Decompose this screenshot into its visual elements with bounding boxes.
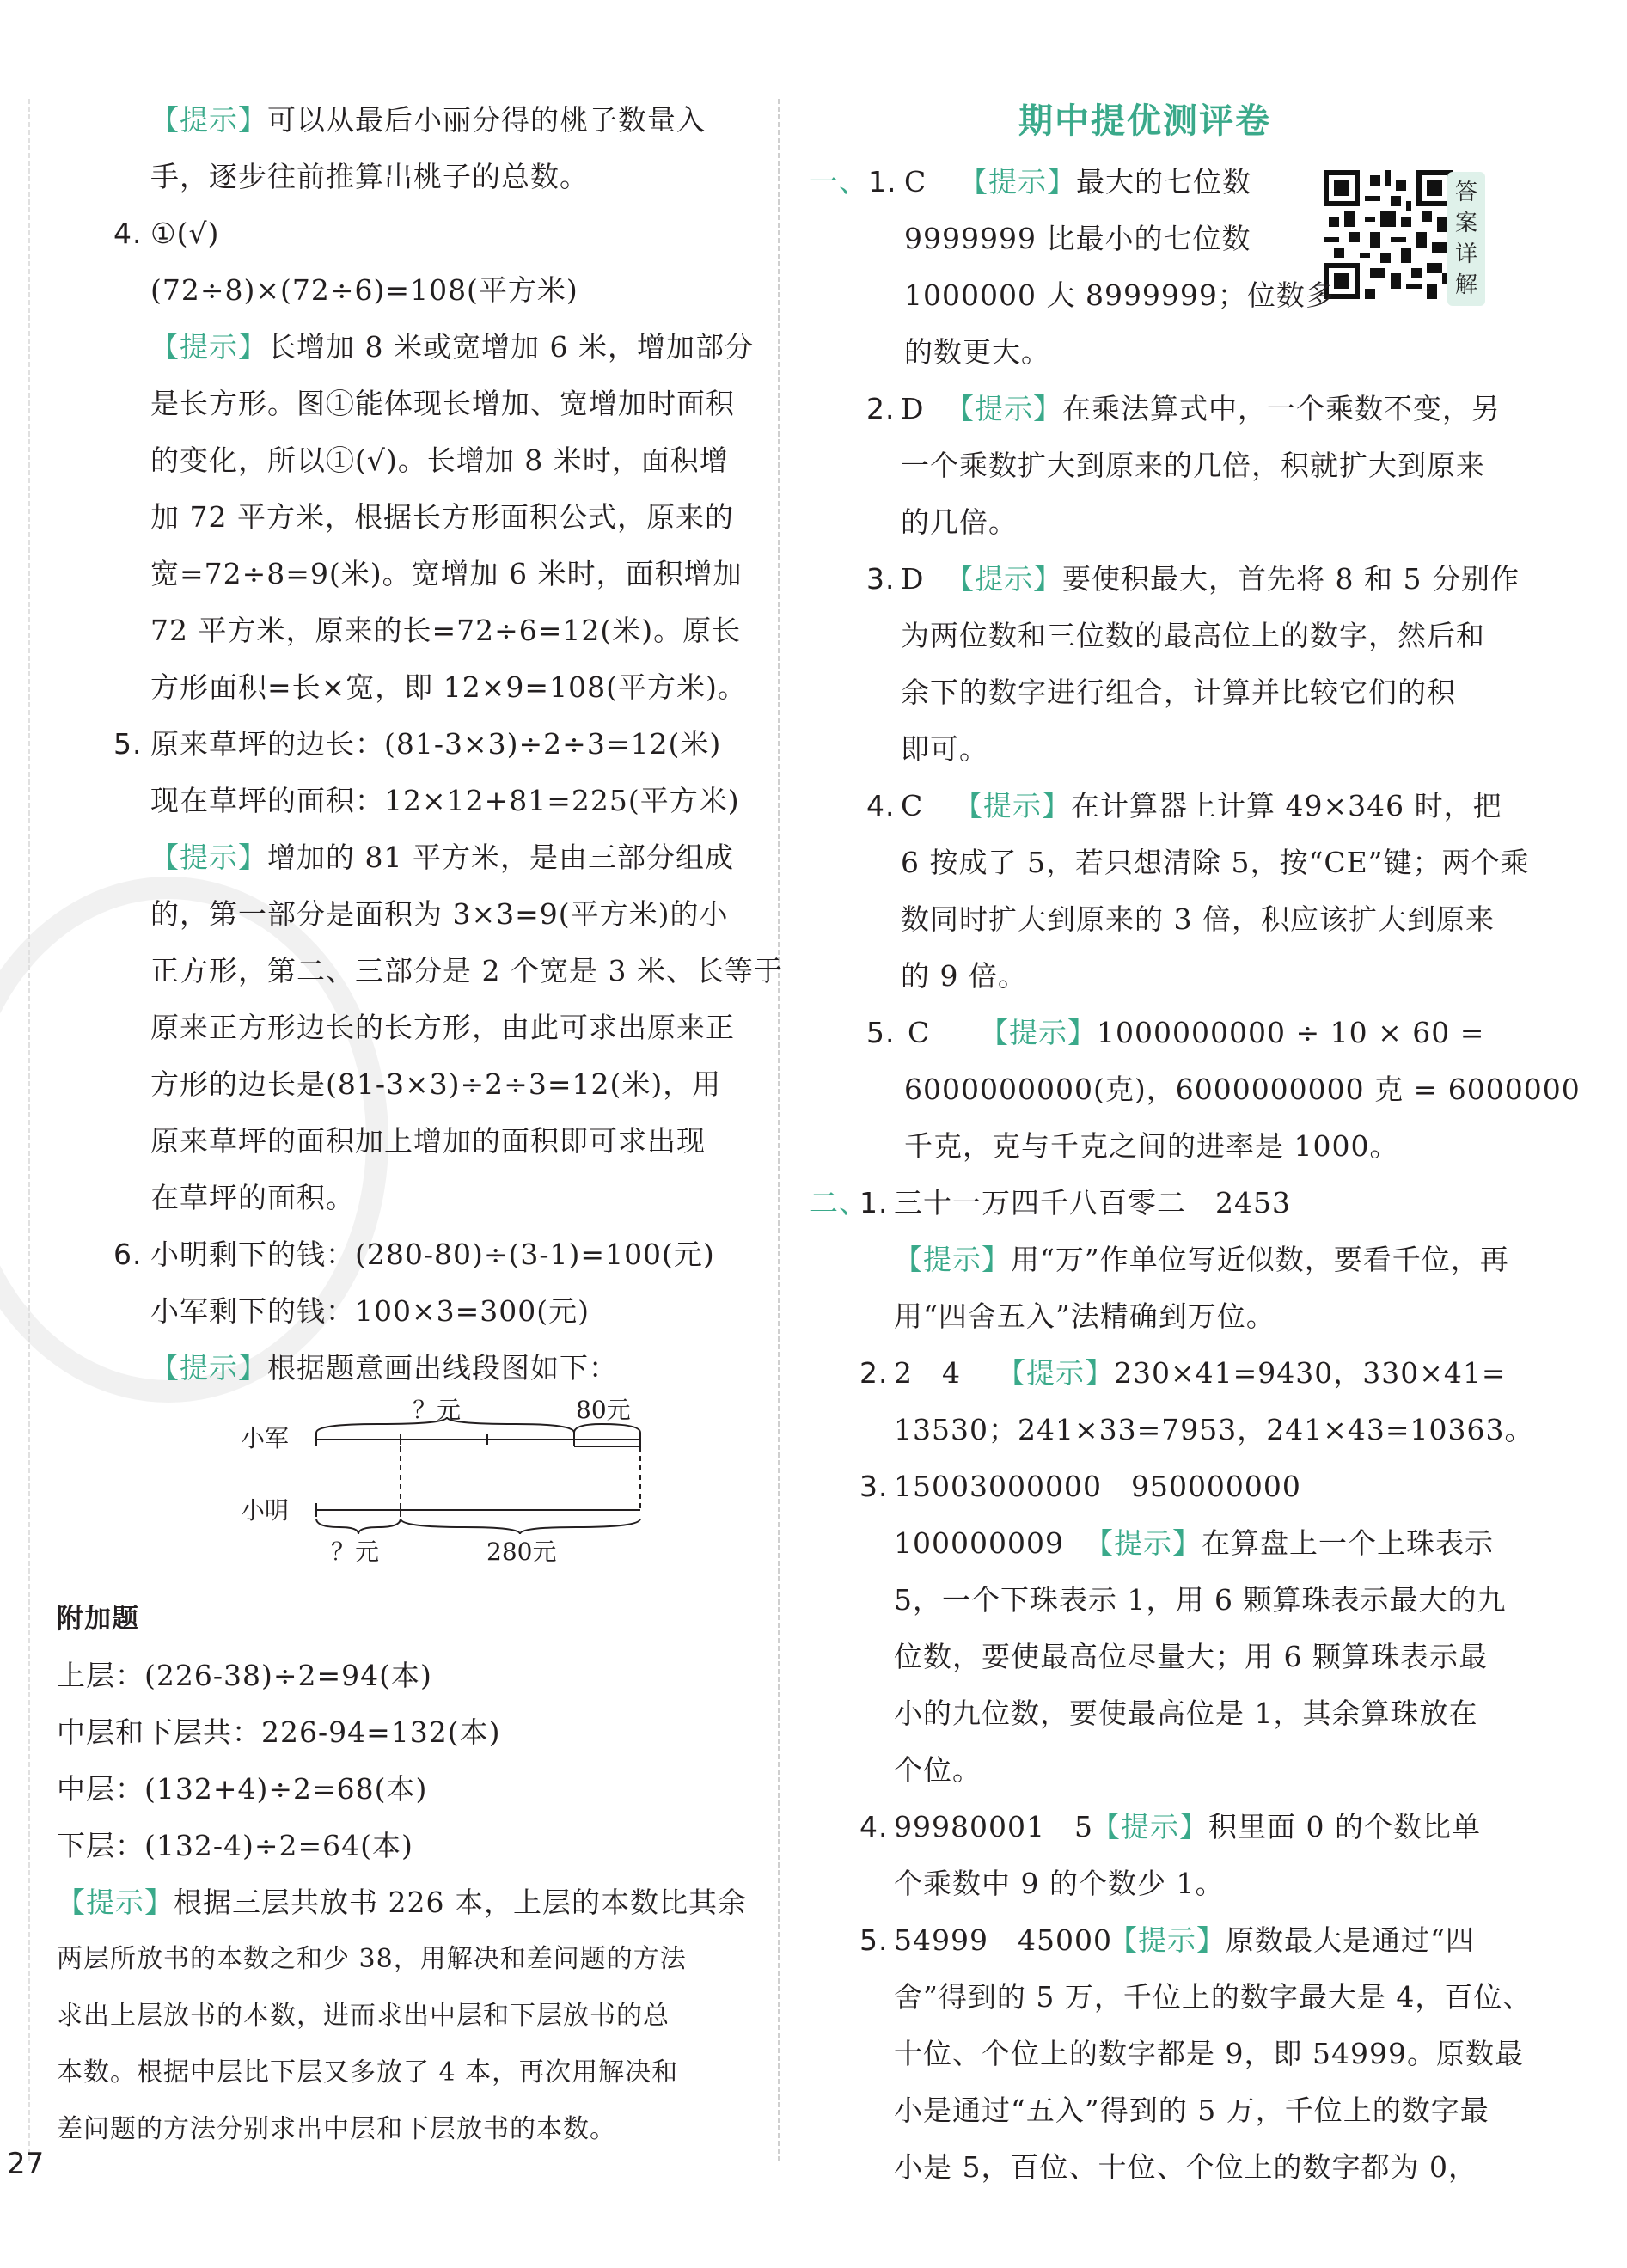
text: 可以从最后小丽分得的桃子数量入 bbox=[267, 103, 706, 137]
text: 原数最大是通过“四 bbox=[1226, 1923, 1475, 1957]
text: 根据三层共放书 226 本，上层的本数比其余 bbox=[174, 1886, 747, 1919]
t4-answer: 99980001 5 bbox=[894, 1810, 1093, 1843]
left-margin-line bbox=[28, 99, 30, 2161]
r1-hint-3: 1000000 大 8999999；位数多 bbox=[904, 278, 1335, 312]
q4-hint-4: 加 72 平方米，根据长方形面积公式，原来的 bbox=[150, 500, 734, 534]
q4-number: 4. bbox=[113, 217, 143, 250]
r3-hint-1 bbox=[945, 560, 1520, 598]
page-title: 期中提优测评卷 bbox=[1018, 101, 1271, 141]
hint-label: 【提示】 bbox=[1109, 1923, 1226, 1957]
q5-hint-4: 原来正方形边长的长方形，由此可求出原来正 bbox=[150, 1011, 735, 1044]
q5-hint-7: 在草坪的面积。 bbox=[150, 1181, 355, 1214]
extra-hint-5: 差问题的方法分别求出中层和下层放书的本数。 bbox=[57, 2114, 616, 2144]
t5-hint-2: 舍”得到的 5 万，千位上的数字最大是 4，百位、 bbox=[894, 1980, 1532, 2014]
section-2-label: 二、 bbox=[810, 1186, 868, 1220]
t5-number: 5. bbox=[859, 1923, 889, 1957]
text: 在乘法算式中，一个乘数不变，另 bbox=[1062, 392, 1501, 425]
r5-hint-3: 千克，克与千克之间的进率是 1000。 bbox=[904, 1129, 1399, 1163]
r1-answer: C bbox=[904, 165, 927, 199]
text: 根据题意画出线段图如下： bbox=[267, 1351, 618, 1385]
extra-line-1: 上层：(226-38)÷2=94(本) bbox=[57, 1659, 432, 1692]
t2-hint-2: 13530；241×33=7953，241×43=10363。 bbox=[894, 1413, 1534, 1446]
t1-hint-2: 用“四舍五入”法精确到万位。 bbox=[894, 1299, 1275, 1333]
q5-hint-6: 原来草坪的面积加上增加的面积即可求出现 bbox=[150, 1124, 706, 1158]
t4-hint-2: 个乘数中 9 的个数少 1。 bbox=[894, 1867, 1225, 1900]
t3-hint-3: 位数，要使最高位尽量大；用 6 颗算珠表示最 bbox=[894, 1640, 1488, 1673]
q4-hint-5: 宽=72÷8=9(米)。宽增加 6 米时，面积增加 bbox=[150, 557, 743, 590]
r2-hint-2: 一个乘数扩大到原来的几倍，积就扩大到原来 bbox=[901, 449, 1485, 482]
t1-number: 1. bbox=[859, 1186, 889, 1220]
q5-hint-3: 正方形，第二、三部分是 2 个宽是 3 米、长等于 bbox=[150, 954, 783, 987]
r2-hint-3: 的几倍。 bbox=[901, 505, 1018, 539]
left-line-2: 手，逐步往前推算出桃子的总数。 bbox=[150, 160, 589, 193]
diagram-top-unknown: ？元 bbox=[413, 1397, 462, 1424]
hint-label: 【提示】 bbox=[150, 330, 267, 364]
q4-hint-6: 72 平方米，原来的长=72÷6=12(米)。原长 bbox=[150, 614, 742, 647]
hint-label: 【提示】 bbox=[945, 562, 1062, 596]
t4-hint-1 bbox=[1092, 1808, 1481, 1846]
qr-code-icon bbox=[1324, 170, 1453, 299]
text: 用“万”作单位写近似数，要看千位，再 bbox=[1011, 1243, 1509, 1276]
text: 在计算器上计算 49×346 时，把 bbox=[1071, 789, 1502, 822]
r4-hint-3: 数同时扩大到原来的 3 倍，积应该扩大到原来 bbox=[901, 902, 1495, 936]
hint-label: 【提示】 bbox=[150, 103, 267, 137]
q5-hint-5: 方形的边长是(81-3×3)÷2÷3=12(米)，用 bbox=[150, 1067, 722, 1101]
q5-hint-2: 的，第一部分是面积为 3×3=9(平方米)的小 bbox=[150, 897, 729, 931]
diagram-bottom-unknown: ？元 bbox=[331, 1537, 380, 1566]
t5-hint-5: 小是 5，百位、十位、个位上的数字都为 0， bbox=[894, 2150, 1477, 2184]
r4-hint-1 bbox=[954, 787, 1502, 825]
extra-hint-1 bbox=[57, 1884, 747, 1922]
diagram-bottom-brace-1 bbox=[316, 1519, 401, 1534]
left-line-1 bbox=[150, 101, 706, 139]
r4-answer: C bbox=[901, 789, 924, 822]
r2-answer: D bbox=[901, 392, 925, 425]
t5-hint-1 bbox=[1109, 1922, 1475, 1959]
qr-tag-char: 答 bbox=[1454, 180, 1477, 205]
q4-hint-7: 方形面积=长×宽，即 12×9=108(平方米)。 bbox=[150, 670, 747, 704]
hint-label: 【提示】 bbox=[1092, 1810, 1208, 1843]
text: 在算盘上一个上珠表示 bbox=[1201, 1526, 1494, 1560]
qr-code[interactable] bbox=[1324, 170, 1461, 308]
text: 积里面 0 的个数比单 bbox=[1208, 1810, 1481, 1843]
hint-label: 【提示】 bbox=[959, 165, 1076, 199]
t3-answer: 15003000000 950000000 bbox=[894, 1470, 1301, 1503]
segment-diagram bbox=[232, 1397, 662, 1568]
r1-hint-2: 9999999 比最小的七位数 bbox=[904, 222, 1251, 255]
r1-hint-1 bbox=[959, 163, 1251, 201]
r4-number: 4. bbox=[866, 789, 896, 822]
t3-hint-1 bbox=[894, 1525, 1494, 1562]
t3-answer-2: 100000009 bbox=[894, 1526, 1064, 1560]
q4-hint-1 bbox=[150, 328, 754, 366]
q6-hint-1 bbox=[150, 1349, 618, 1387]
hint-label: 【提示】 bbox=[894, 1243, 1011, 1276]
diagram-label-ming: 小明 bbox=[241, 1496, 290, 1525]
extra-title: 附加题 bbox=[57, 1604, 139, 1635]
t2-number: 2. bbox=[859, 1356, 889, 1390]
q5-line-1: 原来草坪的边长：(81-3×3)÷2÷3=12(米) bbox=[150, 727, 722, 761]
r2-number: 2. bbox=[866, 392, 896, 425]
r1-hint-4: 的数更大。 bbox=[904, 335, 1050, 369]
text: 长增加 8 米或宽增加 6 米，增加部分 bbox=[267, 330, 754, 364]
r5-hint-2: 6000000000(克)，6000000000 克 = 6000000 bbox=[904, 1073, 1581, 1106]
extra-line-4: 下层：(132-4)÷2=64(本) bbox=[57, 1829, 413, 1862]
diagram-bottom-brace-2 bbox=[401, 1519, 640, 1534]
diagram-top-80: 80元 bbox=[576, 1397, 631, 1424]
column-divider bbox=[778, 99, 780, 2161]
hint-label: 【提示】 bbox=[997, 1356, 1114, 1390]
t5-hint-4: 小是通过“五入”得到的 5 万，千位上的数字最 bbox=[894, 2094, 1489, 2127]
extra-line-3: 中层：(132+4)÷2=68(本) bbox=[57, 1772, 428, 1806]
q4-calc: (72÷8)×(72÷6)=108(平方米) bbox=[150, 273, 578, 307]
r4-hint-4: 的 9 倍。 bbox=[901, 959, 1027, 993]
r5-hint-1 bbox=[980, 1014, 1484, 1052]
t1-answer: 三十一万四千八百零二 2453 bbox=[894, 1186, 1291, 1220]
text: 要使积最大，首先将 8 和 5 分别作 bbox=[1062, 562, 1520, 596]
diagram-top-brace-1 bbox=[316, 1417, 574, 1433]
hint-label: 【提示】 bbox=[980, 1016, 1097, 1049]
hint-label: 【提示】 bbox=[1084, 1526, 1202, 1560]
r4-hint-2: 6 按成了 5，若只想清除 5，按“CE”键；两个乘 bbox=[901, 846, 1530, 879]
extra-hint-4: 本数。根据中层比下层又多放了 4 本，再次用解决和 bbox=[57, 2057, 679, 2088]
qr-tag-char: 详 bbox=[1454, 241, 1477, 267]
hint-label: 【提示】 bbox=[945, 392, 1062, 425]
r3-hint-3: 余下的数字进行组合，计算并比较它们的积 bbox=[901, 676, 1456, 709]
r3-answer: D bbox=[901, 562, 925, 596]
text: 1000000000 ÷ 10 × 60 = bbox=[1097, 1016, 1485, 1049]
qr-answer-tag bbox=[1447, 172, 1485, 306]
q4-hint-2: 是长方形。图①能体现长增加、宽增加时面积 bbox=[150, 387, 735, 420]
r3-hint-2: 为两位数和三位数的最高位上的数字，然后和 bbox=[901, 619, 1485, 652]
r2-hint-1 bbox=[945, 390, 1501, 428]
diagram-top-brace-2 bbox=[574, 1424, 640, 1433]
qr-tag-char: 解 bbox=[1454, 272, 1477, 298]
hint-label: 【提示】 bbox=[150, 841, 267, 874]
t3-hint-4: 小的九位数，要使最高位是 1，其余算珠放在 bbox=[894, 1696, 1478, 1730]
r5-answer: C bbox=[908, 1016, 931, 1049]
t4-number: 4. bbox=[859, 1810, 889, 1843]
q6-line-1: 小明剩下的钱：(280-80)÷(3-1)=100(元) bbox=[150, 1238, 715, 1271]
hint-label: 【提示】 bbox=[954, 789, 1071, 822]
q5-number: 5. bbox=[113, 727, 143, 761]
r1-number: 1. bbox=[868, 165, 897, 199]
t3-hint-5: 个位。 bbox=[894, 1753, 982, 1787]
r3-hint-4: 即可。 bbox=[901, 732, 988, 766]
q5-hint-1 bbox=[150, 839, 734, 877]
q6-number: 6. bbox=[113, 1238, 143, 1271]
t3-hint-2: 5，一个下珠表示 1，用 6 颗算珠表示最大的九 bbox=[894, 1583, 1507, 1617]
hint-label: 【提示】 bbox=[150, 1351, 267, 1385]
q5-line-2: 现在草坪的面积：12×12+81=225(平方米) bbox=[150, 784, 740, 817]
r3-number: 3. bbox=[866, 562, 896, 596]
extra-line-2: 中层和下层共：226-94=132(本) bbox=[57, 1715, 501, 1749]
q4-hint-3: 的变化，所以①(√)。长增加 8 米时，面积增 bbox=[150, 443, 729, 477]
t1-hint-1 bbox=[894, 1241, 1509, 1279]
t3-number: 3. bbox=[859, 1470, 889, 1503]
t5-hint-3: 十位、个位上的数字都是 9，即 54999。原数最 bbox=[894, 2037, 1524, 2070]
section-1-label: 一、 bbox=[810, 165, 868, 199]
t5-answer: 54999 45000 bbox=[894, 1923, 1112, 1957]
qr-tag-char: 案 bbox=[1454, 211, 1477, 236]
extra-hint-3: 求出上层放书的本数，进而求出中层和下层放书的总 bbox=[57, 2001, 670, 2031]
q4-answer: ①(√) bbox=[150, 217, 220, 250]
r5-number: 5. bbox=[866, 1016, 896, 1049]
hint-label: 【提示】 bbox=[57, 1886, 174, 1919]
t2-hint-1 bbox=[997, 1354, 1507, 1392]
t2-answer: 2 4 bbox=[894, 1356, 961, 1390]
q6-line-2: 小军剩下的钱：100×3=300(元) bbox=[150, 1294, 590, 1328]
diagram-label-jun: 小军 bbox=[241, 1424, 290, 1452]
text: 最大的七位数 bbox=[1076, 165, 1251, 199]
diagram-bottom-280: 280元 bbox=[486, 1537, 557, 1566]
page-number: 27 bbox=[7, 2147, 45, 2181]
extra-hint-2: 两层所放书的本数之和少 38，用解决和差问题的方法 bbox=[57, 1944, 687, 1974]
text: 230×41=9430，330×41= bbox=[1114, 1356, 1507, 1390]
text: 增加的 81 平方米，是由三部分组成 bbox=[267, 841, 734, 874]
